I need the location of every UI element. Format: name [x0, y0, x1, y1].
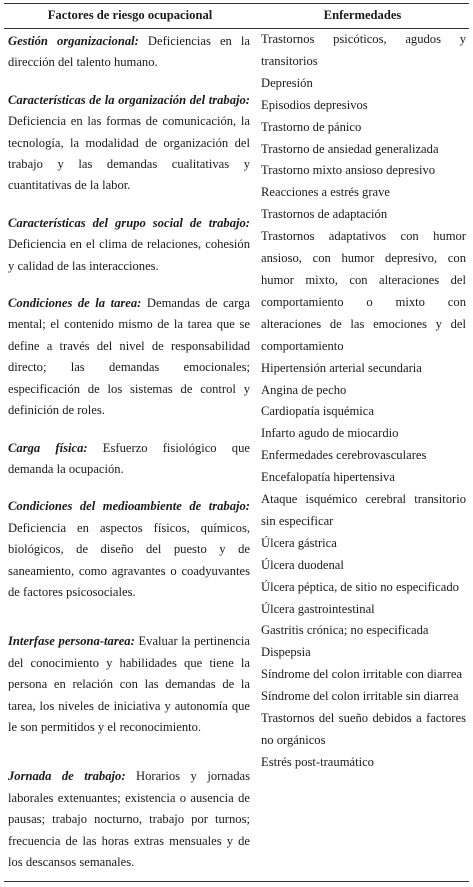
disease-item: Trastorno mixto ansioso depresivo	[261, 163, 436, 178]
table-row	[4, 29, 469, 882]
factor-lead: Gestión organizacional:	[8, 34, 139, 48]
factor-lead: Jornada de trabajo:	[8, 769, 126, 784]
disease-item: Gastritis crónica; no especificada	[261, 623, 429, 638]
header-row	[4, 4, 469, 29]
disease-item: Encefalopatía hipertensiva	[261, 470, 395, 485]
factor-lead: Características de la organización del trabajo:	[8, 92, 250, 107]
factor-medioambiente	[4, 494, 256, 603]
spacer	[4, 738, 256, 764]
factor-text: Demandas de carga mental; el contenido mismo de la tarea que se define a través del nivel de responsabilidad directo; las demandas emocionales; especificación de los sistemas de control y definición de roles.	[8, 296, 250, 418]
factor-condiciones-tarea	[4, 291, 256, 421]
disease-item: Úlcera gástrica	[261, 535, 337, 550]
spacer	[4, 74, 256, 88]
disease-item: Infarto agudo de miocardio	[261, 426, 399, 441]
factor-gestion-organizacional	[4, 29, 256, 74]
disease-item: Dispepsia	[261, 645, 311, 660]
disease-item: Trastornos adaptativos con humor ansioso, con humor depresivo, con humor mixto, con alteraciones del comportamiento o mixto con alteraciones de las emociones y del comportamiento	[261, 229, 466, 353]
factor-carga-fisica	[4, 436, 256, 481]
disease-item: Episodios depresivos	[261, 97, 368, 112]
factor-lead: Interfase persona-tarea:	[8, 634, 135, 649]
disease-item: Úlcera duodenal	[261, 557, 344, 572]
spacer	[4, 873, 256, 881]
factor-lead: Condiciones del medioambiente de trabajo:	[8, 499, 250, 514]
disease-item: Trastornos psicóticos, agudos y transitorios	[261, 32, 466, 68]
spacer	[4, 603, 256, 629]
disease-item: Hipertensión arterial secundaria	[261, 360, 422, 375]
disease-item: Úlcera gastrointestinal	[261, 601, 375, 616]
factor-text: Esfuerzo fisiológico que demanda la ocupación.	[8, 440, 250, 476]
factor-text: Deficiencia en las formas de comunicación, la tecnología, la modalidad de organización del trabajo y las demandas cualitativas y cuantitativas de la labor.	[8, 114, 250, 193]
spacer	[4, 277, 256, 291]
risk-factors-table-container	[4, 3, 469, 882]
factor-grupo-social	[4, 211, 256, 277]
diseases-column	[256, 29, 469, 882]
table-header	[4, 4, 469, 29]
disease-item: Síndrome del colon irritable sin diarrea	[261, 689, 459, 704]
factor-organizacion-trabajo	[4, 88, 256, 197]
factor-interfase-persona-tarea	[4, 629, 256, 738]
factor-text: Deficiencia en aspectos físicos, químicos, biológicos, de diseño del puesto y de saneamiento, como agravantes o coadyuvantes de factores psicosociales.	[8, 520, 250, 599]
disease-item: Síndrome del colon irritable con diarrea	[261, 667, 463, 682]
spacer	[4, 422, 256, 436]
disease-item: Angina de pecho	[261, 382, 347, 397]
spacer	[4, 480, 256, 494]
disease-item: Ataque isquémico cerebral transitorio sin especificar	[261, 492, 466, 528]
disease-item: Enfermedades cerebrovasculares	[261, 448, 427, 463]
disease-item: Cardiopatía isquémica	[261, 404, 374, 419]
header-factors: Factores de riesgo ocupacional	[4, 4, 256, 29]
factor-text: Evaluar la pertinencia del conocimiento y habilidades que tiene la persona en relación con las demandas de la tarea, los niveles de iniciativa y autonomía que le son permitidos y el reconocimiento.	[8, 634, 250, 734]
disease-item: Trastorno de pánico	[261, 119, 362, 134]
risk-factors-table	[4, 3, 469, 882]
disease-item: Trastornos del sueño debidos a factores no orgánicos	[261, 711, 466, 747]
disease-item: Reacciones a estrés grave	[261, 185, 391, 200]
disease-item: Trastorno de ansiedad generalizada	[261, 141, 439, 156]
factors-column	[4, 29, 256, 882]
disease-item: Úlcera péptica, de sitio no especificado	[261, 579, 459, 594]
spacer	[4, 197, 256, 211]
factor-lead: Características del grupo social de trabajo:	[8, 215, 250, 230]
factor-text: Deficiencia en el clima de relaciones, cohesión y calidad de las interacciones.	[8, 237, 250, 273]
factor-text: Horarios y jornadas laborales extenuantes; existencia o ausencia de pausas; trabajo nocturno, trabajo por turnos; frecuencia de las horas extras mensuales y de los descansos semanales.	[8, 769, 250, 869]
factor-lead: Condiciones de la tarea:	[8, 296, 142, 311]
header-diseases: Enfermedades	[256, 4, 469, 29]
disease-item: Estrés post-traumático	[261, 754, 374, 769]
disease-item: Depresión	[261, 75, 313, 90]
factor-jornada-trabajo	[4, 764, 256, 873]
disease-item: Trastornos de adaptación	[261, 207, 388, 222]
table-body	[4, 29, 469, 882]
factor-lead: Carga física:	[8, 440, 88, 455]
factor-text: Deficiencias en la dirección del talento humano.	[8, 34, 250, 70]
